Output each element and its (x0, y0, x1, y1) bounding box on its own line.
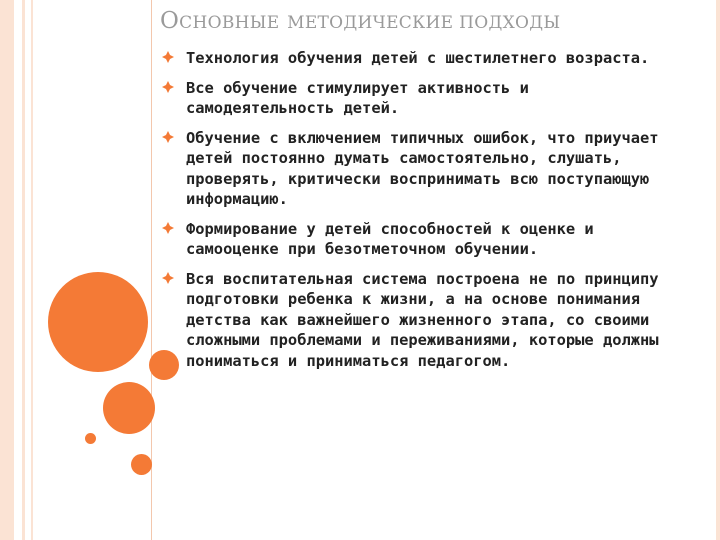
decor-stripe (31, 0, 33, 540)
list-item (160, 219, 680, 260)
decor-circle-medium (103, 382, 155, 434)
decor-stripe (0, 0, 14, 540)
slide-title (160, 8, 560, 34)
four-petal-bullet-icon (162, 51, 174, 63)
title-rest: МЕТОДИЧЕСКИЕ ПОДХОДЫ (287, 13, 561, 33)
bullet-list (160, 48, 680, 371)
list-item (160, 269, 680, 372)
four-petal-bullet-icon (162, 222, 174, 234)
list-item (160, 128, 680, 210)
list-item (160, 48, 680, 69)
bullet-text: Все обучение стимулирует активность и самодеятельность детей. (186, 78, 529, 117)
four-petal-bullet-icon (162, 81, 174, 93)
list-item (160, 78, 680, 119)
decor-circle-small (85, 433, 96, 444)
decor-stripe (716, 0, 720, 540)
decor-circle-large (48, 272, 148, 372)
bullet-text: Вся воспитательная система построена не по принципу подготовки ребенка к жизни, а на основе понимания детства как важнейшего жизненного этапа, со своими сложными проблемами и переживаниями, которые должны пониматься и приниматься педагогом. (186, 269, 659, 370)
decor-circle-small (131, 454, 152, 475)
decor-divider-line (151, 0, 152, 540)
four-petal-bullet-icon (162, 131, 174, 143)
title-first-letter: О (160, 8, 180, 34)
bullet-text: Технология обучения детей с шестилетнего возраста. (186, 49, 650, 67)
title-first-word-rest: СНОВНЫЕ (179, 13, 280, 33)
decor-stripe (22, 0, 25, 540)
bullet-text: Обучение с включением типичных ошибок, что приучает детей постоянно думать самостоятельно, слушать, проверять, критически воспринимать всю поступающую информацию. (186, 128, 659, 208)
four-petal-bullet-icon (162, 272, 174, 284)
bullet-text: Формирование у детей способностей к оценке и самооценке при безотметочном обучении. (186, 219, 594, 258)
